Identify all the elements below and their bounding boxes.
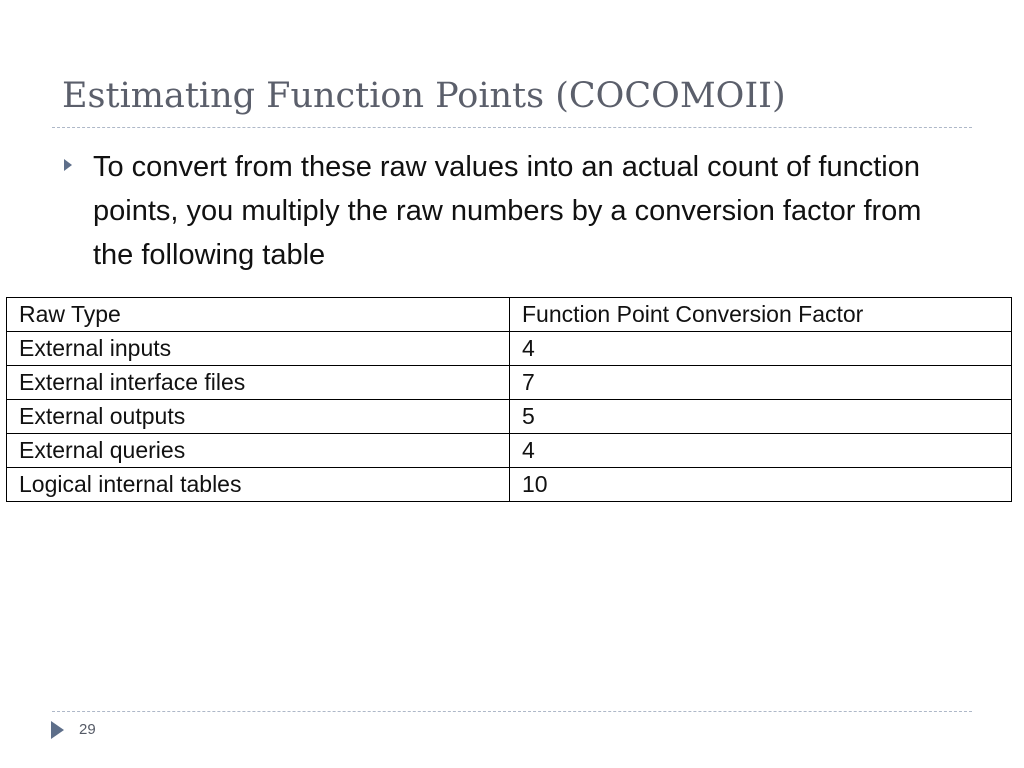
conversion-factor-cell: 5 — [510, 400, 1012, 434]
conversion-factor-cell: 4 — [510, 332, 1012, 366]
raw-type-cell: External outputs — [7, 400, 510, 434]
raw-type-cell: External inputs — [7, 332, 510, 366]
table-row — [7, 468, 1012, 502]
table-header-row — [7, 298, 1012, 332]
raw-type-cell: Logical internal tables — [7, 468, 510, 502]
conversion-factor-cell: 4 — [510, 434, 1012, 468]
table-row — [7, 434, 1012, 468]
table-row — [7, 366, 1012, 400]
conversion-factor-cell: 7 — [510, 366, 1012, 400]
raw-type-cell: External queries — [7, 434, 510, 468]
conversion-table — [6, 297, 1012, 502]
raw-type-cell: External interface files — [7, 366, 510, 400]
table-row — [7, 400, 1012, 434]
conversion-factor-cell: 10 — [510, 468, 1012, 502]
page-number: 29 — [79, 721, 96, 738]
table-row — [7, 332, 1012, 366]
bullet-text: To convert from these raw values into an actual count of function points, you multiply the raw numbers by a conversion factor from the following table — [93, 151, 922, 271]
slide-title: Estimating Function Points (COCOMOII) — [62, 76, 786, 116]
header-conversion-factor: Function Point Conversion Factor — [510, 298, 1012, 332]
footer-triangle-icon — [51, 721, 64, 739]
title-divider — [52, 127, 972, 128]
triangle-bullet-icon — [64, 159, 72, 171]
header-raw-type: Raw Type — [7, 298, 510, 332]
footer-divider — [52, 711, 972, 712]
